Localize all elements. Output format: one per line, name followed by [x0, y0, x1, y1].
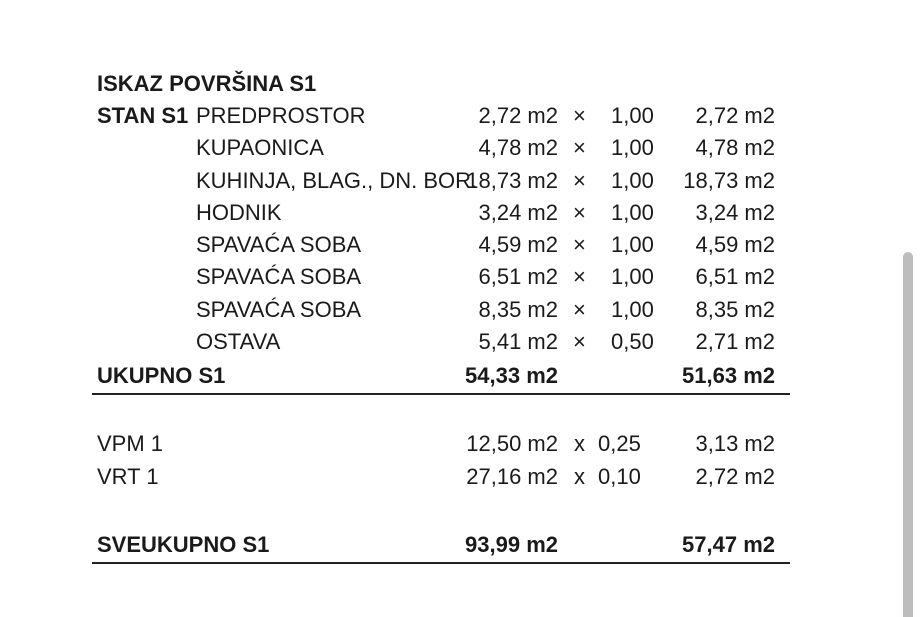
- room-weighted-area: 3,24 m2: [695, 200, 775, 225]
- table-row: [0, 229, 800, 261]
- room-coefficient: 1,00: [611, 168, 654, 193]
- table-row: [0, 261, 800, 293]
- room-area: 18,73 m2: [466, 168, 558, 193]
- document-title-row: [0, 68, 800, 100]
- table-row: [0, 461, 800, 493]
- room-coefficient: 1,00: [611, 103, 654, 128]
- room-coefficient: 1,00: [611, 200, 654, 225]
- multiply-sign: ×: [573, 103, 586, 128]
- subtotal-weighted-area: 51,63 m2: [682, 363, 775, 388]
- room-coefficient: 1,00: [611, 232, 654, 257]
- multiply-sign: x: [574, 431, 585, 456]
- multiply-sign: ×: [573, 264, 586, 289]
- room-name: SPAVAĆA SOBA: [196, 232, 362, 257]
- subtotal-row: [0, 360, 800, 392]
- room-weighted-area: 4,78 m2: [695, 135, 775, 160]
- room-name: HODNIK: [196, 200, 282, 225]
- subtotal-divider: [92, 393, 790, 395]
- room-area: 4,59 m2: [478, 232, 558, 257]
- multiply-sign: ×: [573, 329, 586, 354]
- room-weighted-area: 2,71 m2: [695, 329, 775, 354]
- grand-total-weighted-area: 57,47 m2: [682, 532, 775, 557]
- room-weighted-area: 8,35 m2: [695, 297, 775, 322]
- section-label: STAN S1: [97, 103, 189, 128]
- room-name: OSTAVA: [196, 329, 281, 354]
- table-row: [0, 165, 800, 197]
- room-area: 8,35 m2: [478, 297, 558, 322]
- extra-name: VPM 1: [97, 431, 164, 456]
- room-coefficient: 1,00: [611, 264, 654, 289]
- room-area: 5,41 m2: [478, 329, 558, 354]
- extra-weighted-area: 3,13 m2: [695, 431, 775, 456]
- extra-name: VRT 1: [97, 464, 159, 489]
- table-row: [0, 326, 800, 358]
- multiply-sign: ×: [573, 200, 586, 225]
- table-row: [0, 132, 800, 164]
- table-row: [0, 100, 800, 132]
- table-row: [0, 428, 800, 460]
- room-area: 4,78 m2: [478, 135, 558, 160]
- extra-coefficient: 0,10: [598, 464, 641, 489]
- multiply-sign: x: [574, 464, 585, 489]
- subtotal-area: 54,33 m2: [465, 363, 558, 388]
- subtotal-label: UKUPNO S1: [97, 363, 226, 388]
- room-name: KUPAONICA: [196, 135, 324, 160]
- extra-coefficient: 0,25: [598, 431, 641, 456]
- grand-total-area: 93,99 m2: [465, 532, 558, 557]
- room-area: 3,24 m2: [478, 200, 558, 225]
- grand-total-label: SVEUKUPNO S1: [97, 532, 270, 557]
- vertical-scrollbar[interactable]: [903, 252, 913, 617]
- room-weighted-area: 6,51 m2: [695, 264, 775, 289]
- room-name: KUHINJA, BLAG., DN. BOR.: [196, 168, 478, 193]
- room-name: PREDPROSTOR: [196, 103, 366, 128]
- table-row: [0, 197, 800, 229]
- room-weighted-area: 18,73 m2: [683, 168, 775, 193]
- room-weighted-area: 2,72 m2: [695, 103, 775, 128]
- multiply-sign: ×: [573, 135, 586, 160]
- extra-area: 27,16 m2: [466, 464, 558, 489]
- room-coefficient: 0,50: [611, 329, 654, 354]
- document-title: ISKAZ POVRŠINA S1: [97, 71, 317, 96]
- room-name: SPAVAĆA SOBA: [196, 297, 362, 322]
- grand-total-divider: [92, 562, 790, 564]
- multiply-sign: ×: [573, 232, 586, 257]
- multiply-sign: ×: [573, 168, 586, 193]
- table-row: [0, 294, 800, 326]
- room-area: 6,51 m2: [478, 264, 558, 289]
- room-area: 2,72 m2: [478, 103, 558, 128]
- extra-weighted-area: 2,72 m2: [695, 464, 775, 489]
- multiply-sign: ×: [573, 297, 586, 322]
- room-weighted-area: 4,59 m2: [695, 232, 775, 257]
- extra-area: 12,50 m2: [466, 431, 558, 456]
- grand-total-row: [0, 529, 800, 561]
- room-coefficient: 1,00: [611, 135, 654, 160]
- room-name: SPAVAĆA SOBA: [196, 264, 362, 289]
- room-coefficient: 1,00: [611, 297, 654, 322]
